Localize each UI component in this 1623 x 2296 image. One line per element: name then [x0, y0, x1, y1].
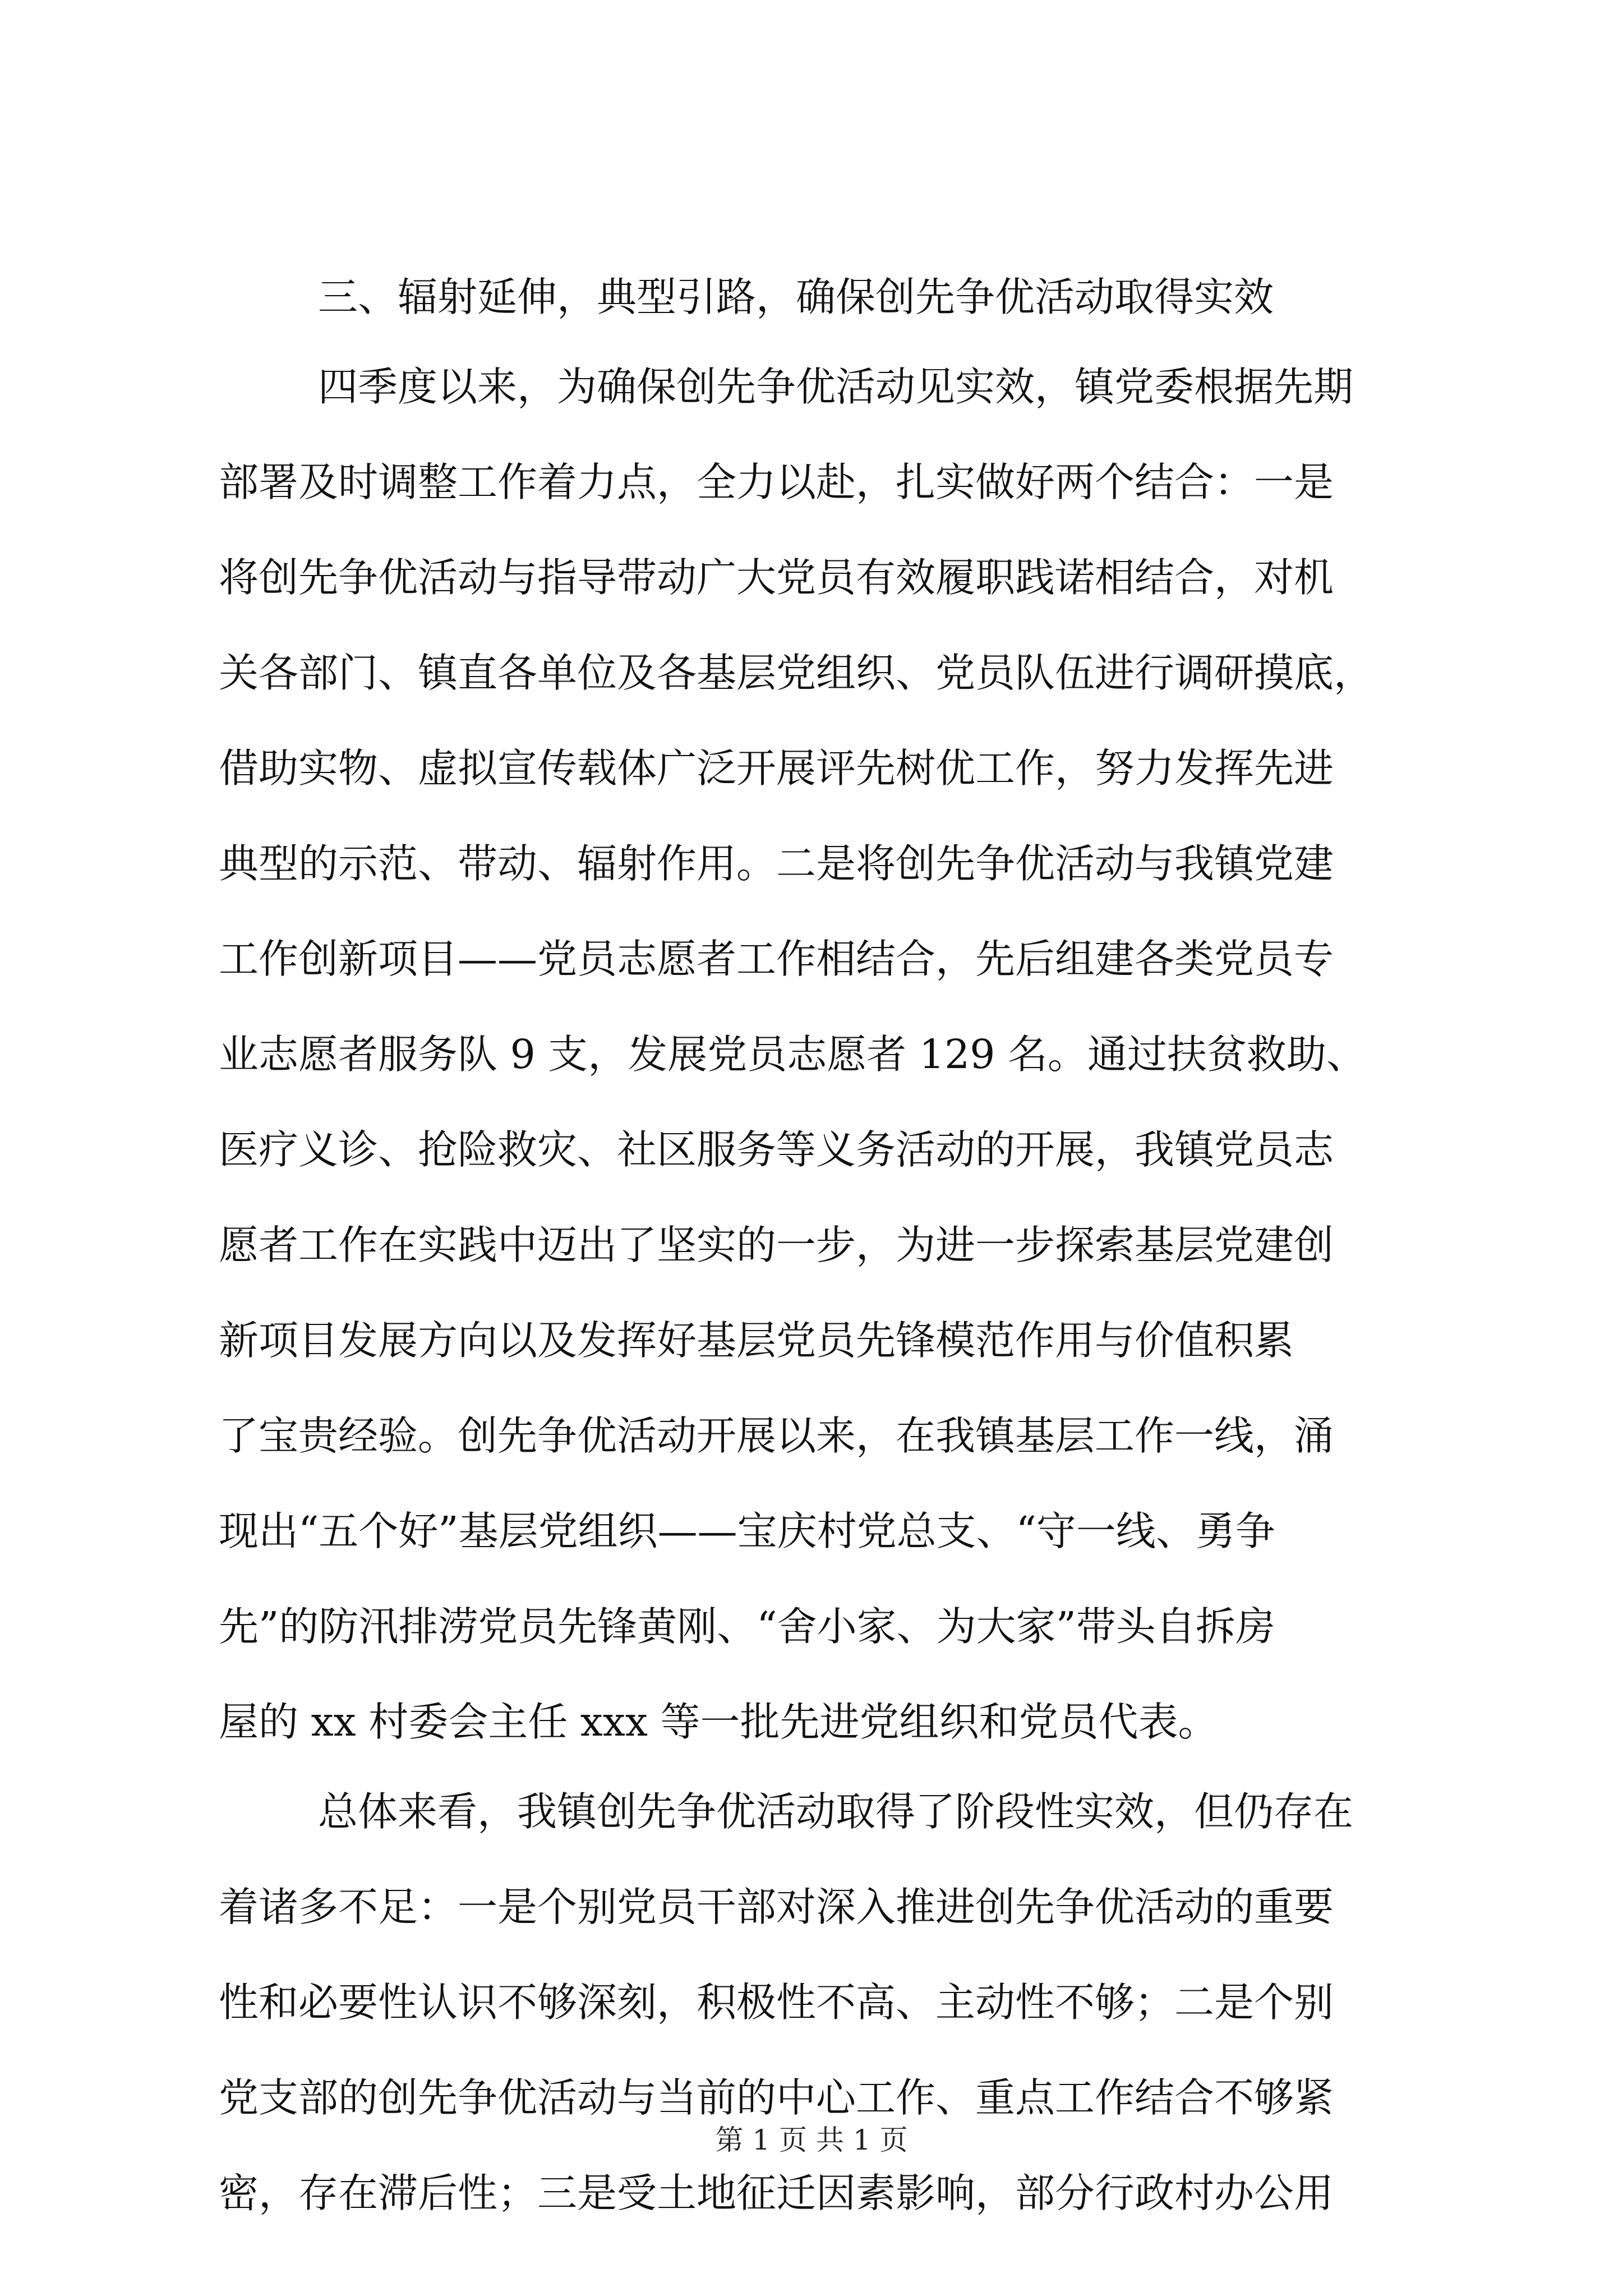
paragraph-text: 现出“五个好”基层党组织——宝庆村党总支、“守一线、勇争 — [219, 1508, 1275, 1554]
paragraph-text: 愿者工作在实践中迈出了坚实的一步，为进一步探索基层党建创 — [219, 1222, 1334, 1268]
page-number-label: 第 1 页 共 1 页 — [715, 2124, 908, 2156]
paragraph-line — [0, 353, 1623, 421]
paragraph-text: 借助实物、虚拟宣传载体广泛开展评先树优工作，努力发挥先进 — [219, 745, 1334, 792]
paragraph-text: 总体来看，我镇创先争优活动取得了阶段性实效，但仍存在 — [318, 1788, 1354, 1835]
paragraph-line — [0, 1212, 1623, 1279]
paragraph-text: 党支部的创先争优活动与当前的中心工作、重点工作结合不够紧 — [219, 2074, 1334, 2121]
paragraph-line — [0, 830, 1623, 898]
paragraph-text: 四季度以来，为确保创先争优活动见实效，镇党委根据先期 — [318, 364, 1354, 410]
page-footer — [0, 2118, 1623, 2162]
paragraph-line — [0, 926, 1623, 993]
paragraph-line — [0, 1969, 1623, 2036]
paragraph-line — [0, 544, 1623, 611]
paragraph-text: 部署及时调整工作着力点，全力以赴，扎实做好两个结合：一是 — [219, 459, 1334, 505]
paragraph-line — [0, 1874, 1623, 1941]
paragraph-text: 关各部门、镇直各单位及各基层党组织、党员队伍进行调研摸底， — [219, 650, 1374, 696]
paragraph-text: 医疗义诊、抢险救灾、社区服务等义务活动的开展，我镇党员志 — [219, 1126, 1334, 1173]
paragraph-line — [0, 1307, 1623, 1374]
paragraph-line — [0, 639, 1623, 707]
paragraph-line — [0, 1021, 1623, 1088]
paragraph-line — [0, 1593, 1623, 1660]
section-heading — [0, 264, 1623, 331]
paragraph-text: 密，存在滞后性；三是受土地征迁因素影响，部分行政村办公用 — [219, 2170, 1334, 2216]
paragraph-line — [0, 735, 1623, 802]
paragraph-line — [0, 449, 1623, 516]
paragraph-text: 将创先争优活动与指导带动广大党员有效履职践诺相结合，对机 — [219, 554, 1334, 601]
paragraph-line — [0, 1116, 1623, 1184]
paragraph-line — [0, 1498, 1623, 1565]
paragraph-line — [0, 1688, 1623, 1756]
paragraph-line — [0, 1402, 1623, 1470]
paragraph-text: 了宝贵经验。创先争优活动开展以来，在我镇基层工作一线，涌 — [219, 1412, 1334, 1459]
paragraph-text: 着诸多不足：一是个别党员干部对深入推进创先争优活动的重要 — [219, 1884, 1334, 1930]
paragraph-line — [0, 1778, 1623, 1846]
paragraph-text: 典型的示范、带动、辐射作用。二是将创先争优活动与我镇党建 — [219, 840, 1334, 887]
paragraph-text: 屋的 xx 村委会主任 xxx 等一批先进党组织和党员代表。 — [219, 1699, 1218, 1745]
paragraph-text: 业志愿者服务队 9 支，发展党员志愿者 129 名。通过扶贫救助、 — [219, 1031, 1366, 1078]
paragraph-text: 性和必要性认识不够深刻，积极性不高、主动性不够；二是个别 — [219, 1979, 1334, 2026]
paragraph-text: 新项目发展方向以及发挥好基层党员先锋模范作用与价值积累 — [219, 1317, 1294, 1364]
paragraph-text: 先”的防汛排涝党员先锋黄刚、“舍小家、为大家”带头自拆房 — [219, 1603, 1275, 1650]
paragraph-text: 工作创新项目——党员志愿者工作相结合，先后组建各类党员专 — [219, 936, 1334, 982]
paragraph-line — [0, 2160, 1623, 2227]
section-heading-text: 三、辐射延伸，典型引路，确保创先争优活动取得实效 — [318, 274, 1274, 320]
